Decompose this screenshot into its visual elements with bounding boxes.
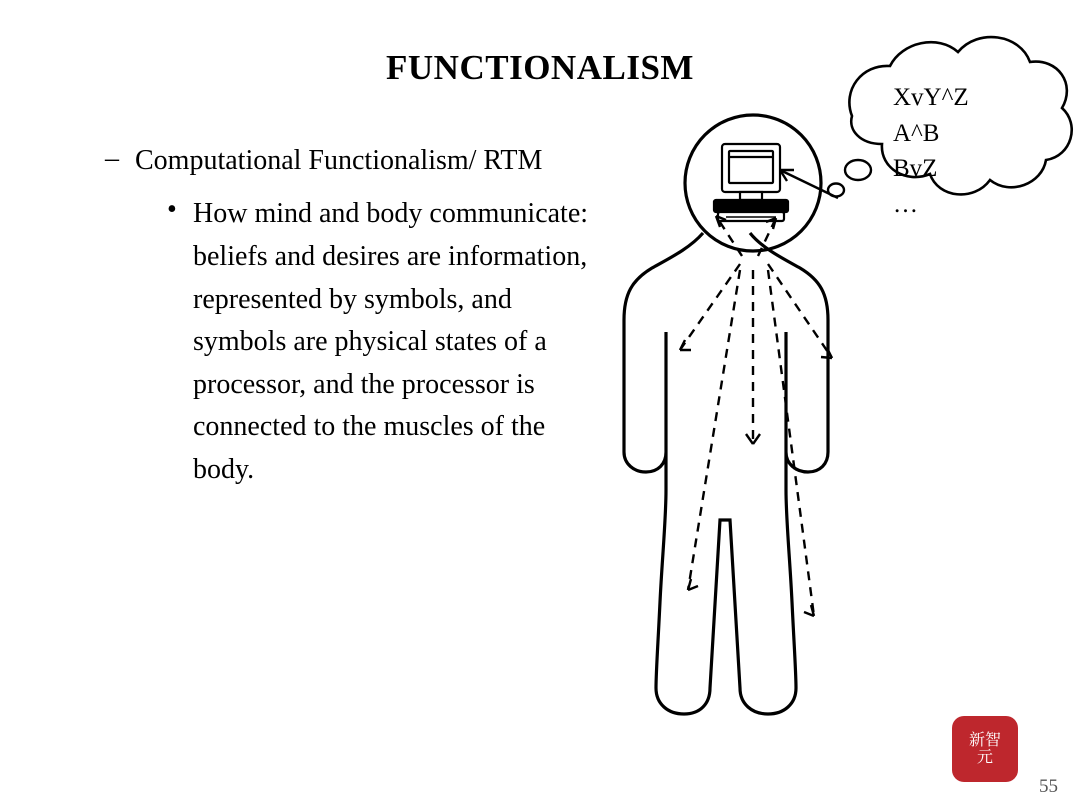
thought-cloud-text [893, 80, 969, 222]
dash-bullet-icon: – [105, 143, 119, 174]
thought-line-2: A^B [893, 119, 940, 147]
thought-bubble-small-1 [845, 160, 871, 180]
thought-line-3: BvZ [893, 155, 938, 182]
dot-bullet-icon: • [167, 194, 177, 226]
bullet-level2 [165, 193, 593, 491]
figure-svg [590, 20, 1080, 760]
computer-monitor-icon [714, 144, 788, 221]
page-title: FUNCTIONALISM [386, 48, 694, 87]
thought-line-1: XvY^Z [893, 84, 969, 111]
thought-line-4: … [893, 190, 918, 218]
watermark-logo [952, 716, 1018, 782]
cloud-pointer-line [780, 170, 838, 198]
bullet-list [95, 140, 615, 491]
bullet-level2-text: How mind and body communicate: beliefs and desires are information, represented by symbols, and symbols are physical states of a processor, and the processor is connected to the muscles of the body. [193, 198, 589, 485]
page-number: 55 [1039, 776, 1058, 797]
bullet-level1-text: Computational Functionalism/ RTM [135, 145, 543, 176]
bullet-level1 [95, 140, 615, 181]
watermark-line-1: 新智 [968, 730, 1001, 750]
illustration-person-with-computer-head [590, 20, 1080, 760]
watermark-line-2: 元 [976, 747, 993, 766]
